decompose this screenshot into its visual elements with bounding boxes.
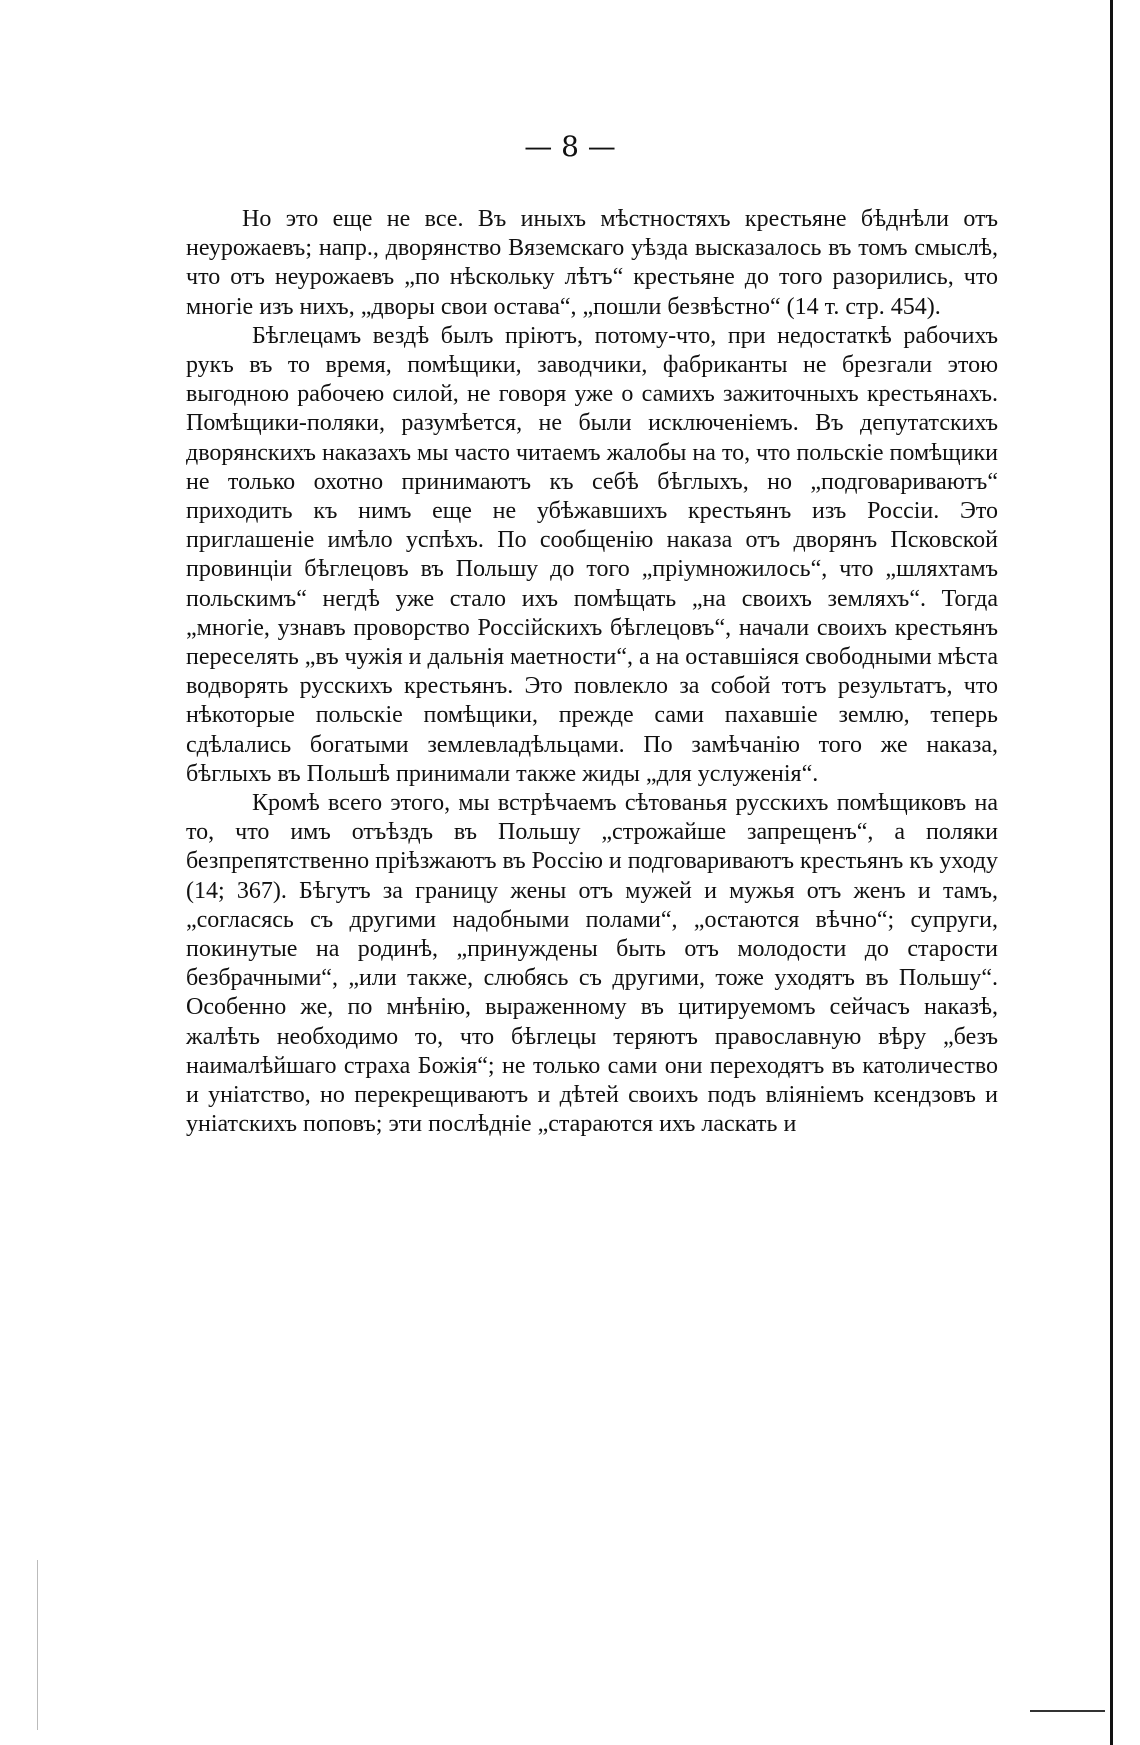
scan-bottom-mark	[1030, 1710, 1105, 1712]
scan-artifact-line	[37, 1560, 38, 1730]
page-number: — 8 —	[524, 130, 616, 163]
body-text	[186, 205, 998, 1140]
paragraph-2: Бѣглецамъ вездѣ былъ пріютъ, потому-что, при недостаткѣ рабочихъ рукъ въ то время, помѣщики, заводчики, фабриканты не брезгали этою выгодною рабочею силой, не говоря уже о самихъ зажиточныхъ крестьянахъ. Помѣщики-поляки, разумѣется, не были исключеніемъ. Въ депутатскихъ дворянскихъ наказахъ мы часто читаемъ жалобы на то, что польскіе помѣщики не только охотно принимаютъ къ себѣ бѣглыхъ, но „подговариваютъ“ приходить къ нимъ еще не убѣжавшихъ крестьянъ изъ Россіи. Это приглашеніе имѣло успѣхъ. По сообщенію наказа отъ дворянъ Псковской провинціи бѣглецовъ въ Польшу до того „пріумножилось“, что „шляхтамъ польскимъ“ негдѣ уже стало ихъ помѣщать „на своихъ земляхъ“. Тогда „многіе, узнавъ проворство Россійскихъ бѣглецовъ“, начали своихъ крестьянъ переселять „въ чужія и дальнія маетности“, а на оставшіяся свободными мѣста водворять русскихъ крестьянъ. Это повлекло за собой тотъ результатъ, что нѣкоторые польскіе помѣщики, прежде сами пахавшіе землю, теперь сдѣлались богатыми землевладѣльцами. По замѣчанію того же наказа, бѣглыхъ въ Польшѣ принимали также жиды „для услуженія“.	[186, 322, 998, 787]
scan-edge-line	[1110, 0, 1113, 1745]
paragraph-3: Кромѣ всего этого, мы встрѣчаемъ сѣтованья русскихъ помѣщиковъ на то, что имъ отъѣздъ въ Польшу „строжайше запрещенъ“, а поляки безпрепятственно пріѣзжаютъ въ Россію и подговариваютъ крестьянъ къ уходу (14; 367). Бѣгутъ за границу жены отъ мужей и мужья отъ женъ и тамъ, „согласясь съ другими надобными полами“, „остаются вѣчно“; супруги, покинутые на родинѣ, „принуждены быть отъ молодости до старости безбрачными“, „или также, слюбясь съ другими, тоже уходятъ въ Польшу“. Особенно же, по мнѣнію, выраженному въ цитируемомъ сейчасъ наказѣ, жалѣть необходимо то, что бѣглецы теряютъ православную вѣру „безъ наималѣйшаго страха Божія“; не только сами они переходятъ въ католичество и уніатство, но перекрещиваютъ и дѣтей своихъ подъ вліяніемъ ксендзовъ и уніатскихъ поповъ; эти послѣдніе „стараются ихъ ласкать и	[186, 790, 998, 1138]
paragraph-1: Но это еще не все. Въ иныхъ мѣстностяхъ крестьяне бѣднѣли отъ неурожаевъ; напр., дворянство Вяземскаго уѣзда высказалось въ томъ смыслѣ, что отъ неурожаевъ „по нѣскольку лѣтъ“ крестьяне до того разорились, что многіе изъ нихъ, „дворы свои остава“, „пошли безвѣстно“ (14 т. стр. 454).	[186, 206, 998, 320]
